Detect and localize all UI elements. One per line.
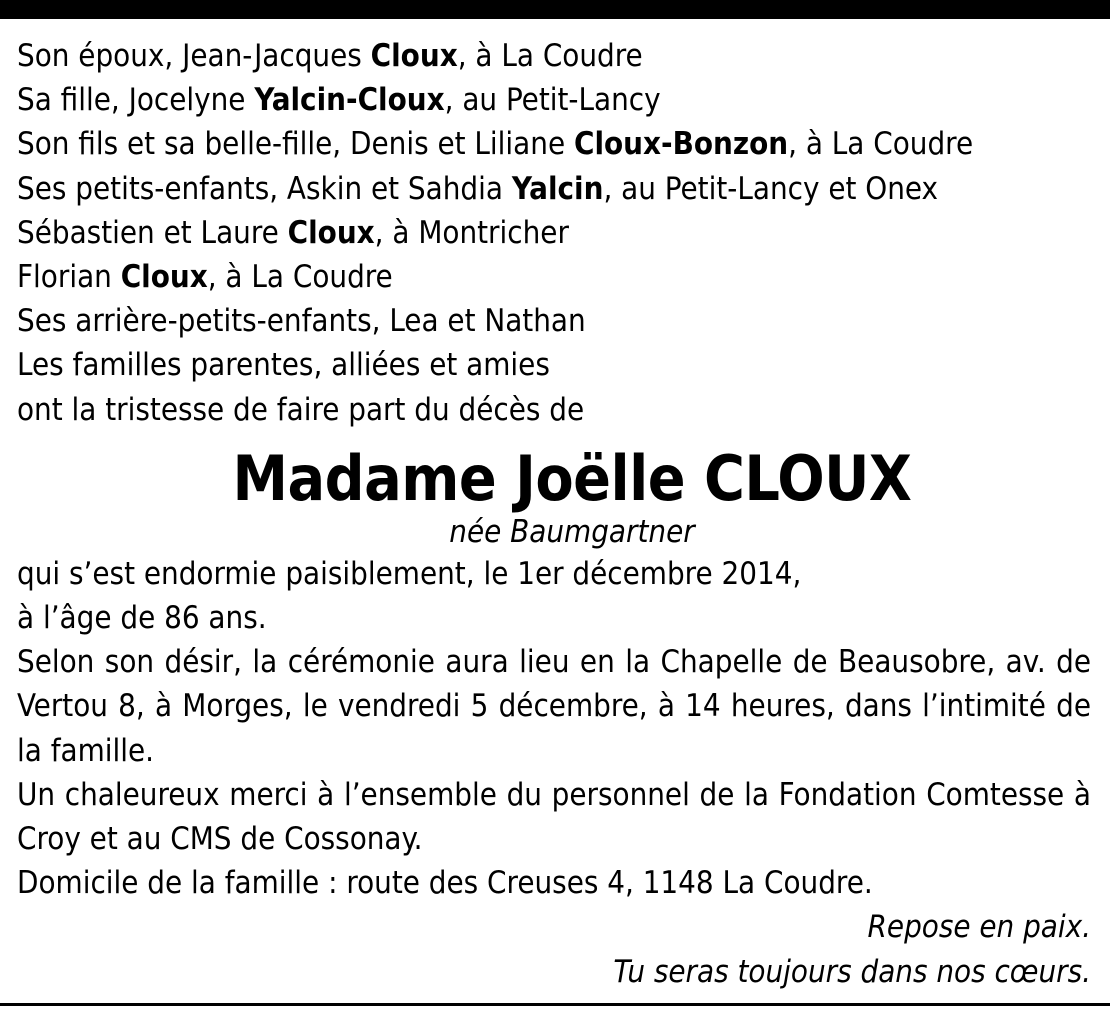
family-line-suffix: , à La Coudre: [788, 126, 974, 163]
family-surname: Cloux: [370, 38, 458, 74]
death-date-line: qui s’est endormie paisiblement, le 1er décembre 2014,: [17, 555, 802, 592]
family-line-text: Ses arrière-petits-enfants, Lea et Nathan: [17, 303, 586, 340]
family-list: [17, 34, 1091, 432]
age-line: à l’âge de 86 ans.: [17, 600, 267, 637]
family-line-suffix: , au Petit-Lancy: [444, 82, 661, 119]
top-rule: [0, 0, 1110, 19]
family-surname: Cloux: [287, 214, 375, 251]
family-surname: Cloux-Bonzon: [573, 126, 789, 163]
family-surname: Cloux: [120, 259, 208, 296]
family-line-suffix: , à La Coudre: [457, 38, 643, 74]
family-line-suffix: , au Petit-Lancy et Onex: [603, 170, 939, 207]
family-line-text: Ses petits-enfants, Askin et Sahdia: [17, 170, 512, 207]
family-surname: Yalcin: [511, 170, 604, 207]
family-line-text: Les familles parentes, alliées et amies: [17, 347, 550, 384]
family-line: [17, 255, 1091, 299]
family-line-text: ont la tristesse de faire part du décès de: [17, 391, 585, 428]
thanks-paragraph: Un chaleureux merci à l’ensemble du personnel de la Fondation Comtesse à Croy et au CMS de Cossonay.: [17, 776, 1091, 858]
family-line: [17, 34, 1091, 78]
closing-line: Repose en paix.: [867, 909, 1091, 946]
family-line: [17, 211, 1091, 255]
family-surname: Yalcin-Cloux: [254, 82, 445, 119]
family-line-text: Son époux, Jean-Jacques: [17, 38, 371, 74]
closing-line: Tu seras toujours dans nos cœurs.: [613, 953, 1091, 990]
family-line-text: Florian: [17, 259, 121, 296]
family-line: [17, 167, 1091, 211]
family-line-text: Son fils et sa belle-fille, Denis et Liliane: [17, 126, 574, 163]
domicile-line: Domicile de la famille : route des Creuses 4, 1148 La Coudre.: [17, 865, 873, 902]
family-line: [17, 343, 1091, 387]
bottom-rule: [0, 1003, 1110, 1006]
maiden-name: née Baumgartner: [449, 513, 695, 550]
family-line: [17, 122, 1091, 166]
family-line: [17, 78, 1091, 122]
family-line-suffix: , à La Coudre: [207, 259, 393, 296]
deceased-name: Madame Joëlle CLOUX: [232, 441, 912, 515]
ceremony-paragraph: Selon son désir, la cérémonie aura lieu en la Chapelle de Beausobre, av. de Vertou 8, à Morges, le vendredi 5 décembre, à 14 heures, dans l’intimité de la famille.: [17, 644, 1091, 769]
family-line-text: Sébastien et Laure: [17, 214, 288, 251]
notice-content: [17, 34, 1091, 994]
family-line: [17, 388, 1091, 432]
family-line-suffix: , à Montricher: [374, 214, 569, 251]
family-line-text: Sa fille, Jocelyne: [17, 82, 255, 119]
family-line: [17, 299, 1091, 343]
